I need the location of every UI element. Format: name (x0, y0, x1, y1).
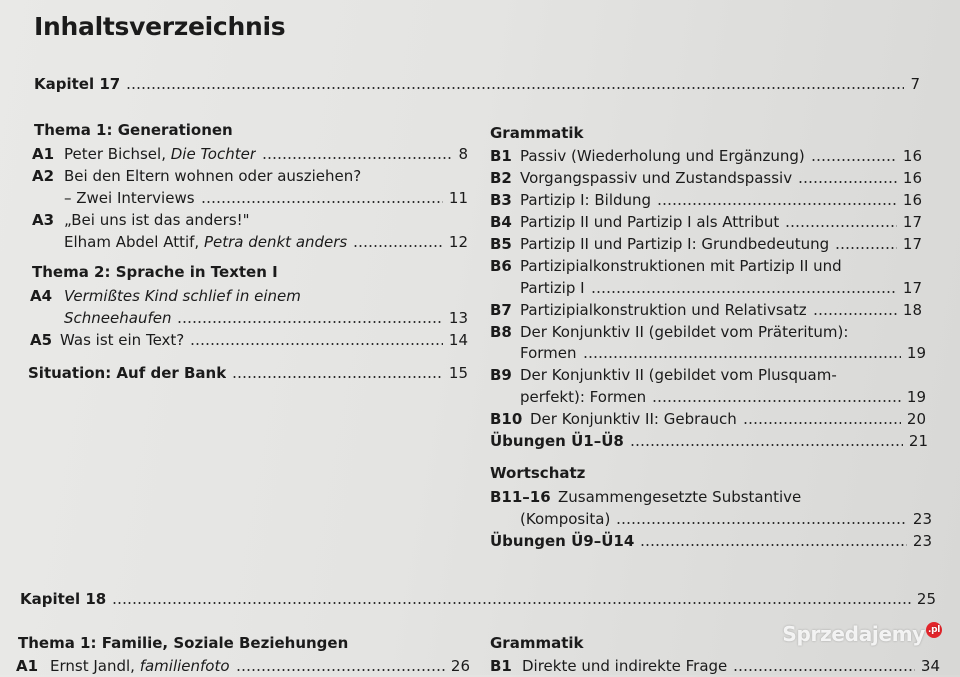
toc-entry-b8-cont (520, 342, 926, 364)
entry-number: B2 (490, 169, 512, 187)
entry-page: 23 (912, 510, 932, 528)
chapter-18-grammar-heading: Grammatik (490, 634, 584, 652)
toc-entry-b8 (490, 321, 922, 343)
leader-dots (616, 522, 907, 524)
entry-text: Partizip II und Partizip I als Attribut (520, 213, 780, 231)
toc-entry-b7 (490, 299, 922, 321)
entry-number: B4 (490, 213, 512, 231)
leader-dots (177, 321, 442, 323)
entry-text: Partizip I: Bildung (520, 191, 652, 209)
toc-entry-a4 (30, 285, 468, 307)
leader-dots (640, 544, 907, 546)
toc-entry-a2-cont (64, 187, 468, 209)
entry-number: B1 (490, 657, 512, 675)
chapter-18-entry-a1 (16, 655, 470, 677)
chapter-18-entry-b1 (490, 655, 940, 677)
entry-number: A2 (32, 167, 55, 185)
toc-entry-a4-cont (64, 307, 468, 329)
toc-entry-a3 (32, 209, 468, 231)
toc-entry-a2 (32, 165, 468, 187)
entry-page: 34 (920, 657, 940, 675)
entry-page: 20 (906, 410, 926, 428)
leader-dots (232, 376, 443, 378)
entry-text: Partizipialkonstruktionen mit Partizip II und (520, 257, 842, 275)
entry-number: A4 (30, 287, 53, 305)
leader-dots (657, 203, 897, 205)
entry-text: perfekt): Formen (520, 388, 647, 406)
leader-dots (733, 669, 915, 671)
entry-page: 16 (902, 191, 922, 209)
entry-page: 21 (908, 432, 928, 450)
leader-dots (652, 400, 901, 402)
chapter-17-page: 7 (910, 75, 920, 93)
entry-text: Elham Abdel Attif, Petra denkt anders (64, 233, 348, 251)
chapter-18-label: Kapitel 18 (20, 590, 107, 608)
vocabulary-heading: Wortschatz (490, 464, 586, 482)
entry-text: Partizip I (520, 279, 585, 297)
entry-number: B1 (490, 147, 512, 165)
entry-text: Vorgangspassiv und Zustandspassiv (520, 169, 793, 187)
toc-entry-b10 (490, 408, 926, 430)
leader-dots (813, 313, 897, 315)
entry-text: – Zwei Interviews (64, 189, 195, 207)
entry-page: 15 (448, 364, 468, 382)
toc-entry-b6 (490, 255, 922, 277)
toc-entry-b9-cont (520, 386, 926, 408)
toc-entry-a1 (32, 143, 468, 165)
leader-dots (201, 201, 443, 203)
chapter-18-heading (20, 588, 936, 610)
toc-entry-b9 (490, 364, 926, 386)
chapter-17-heading (34, 73, 920, 95)
toc-entry-b11-cont (520, 508, 932, 530)
watermark-dot-icon: .pl (926, 622, 942, 638)
entry-text: Zusammengesetzte Substantive (558, 488, 802, 506)
entry-page: 17 (902, 279, 922, 297)
entry-text: Partizipialkonstruktion und Relativsatz (520, 301, 807, 319)
entry-number: B11–16 (490, 488, 551, 506)
entry-text: „Bei uns ist das anders!" (64, 211, 250, 229)
entry-page: 17 (902, 235, 922, 253)
leader-dots (126, 87, 904, 89)
entry-page: 16 (902, 169, 922, 187)
entry-text: Direkte und indirekte Frage (522, 657, 728, 675)
leader-dots (798, 181, 897, 183)
entry-page: 17 (902, 213, 922, 231)
entry-text: Der Konjunktiv II (gebildet vom Präteritum): (520, 323, 849, 341)
entry-text: Formen (520, 344, 577, 362)
toc-entry-b3 (490, 189, 922, 211)
entry-page: 23 (912, 532, 932, 550)
entry-page: 8 (458, 145, 468, 163)
leader-dots (591, 291, 897, 293)
leader-dots (190, 343, 443, 345)
leader-dots (785, 225, 897, 227)
entry-number: A5 (30, 331, 53, 349)
toc-entry-b5 (490, 233, 922, 255)
entry-number: B5 (490, 235, 512, 253)
toc-entry-b4 (490, 211, 922, 233)
entry-text: (Komposita) (520, 510, 611, 528)
entry-number: A3 (32, 211, 55, 229)
entry-number: B8 (490, 323, 512, 341)
entry-page: 16 (902, 147, 922, 165)
entry-text: Was ist ein Text? (60, 331, 185, 349)
leader-dots (583, 356, 901, 358)
toc-entry-a3-cont (64, 231, 468, 253)
entry-text: Bei den Eltern wohnen oder ausziehen? (64, 167, 362, 185)
entry-number: B10 (490, 410, 523, 428)
entry-number: B9 (490, 366, 512, 384)
entry-page: 12 (448, 233, 468, 251)
toc-entry-a5 (30, 329, 468, 351)
entry-text: Der Konjunktiv II (gebildet vom Plusquam- (520, 366, 837, 384)
entry-page: 13 (448, 309, 468, 327)
entry-text: Vermißtes Kind schlief in einem (64, 287, 301, 305)
entry-text: Peter Bichsel, Die Tochter (64, 145, 256, 163)
theme-2-heading: Thema 2: Sprache in Texten I (32, 263, 278, 281)
leader-dots (811, 159, 897, 161)
toc-entry-b2 (490, 167, 922, 189)
entry-page: 19 (906, 388, 926, 406)
toc-entry-b11 (490, 486, 932, 508)
entry-text: Der Konjunktiv II: Gebrauch (530, 410, 737, 428)
entry-text: Passiv (Wiederholung und Ergänzung) (520, 147, 805, 165)
chapter-18-page: 25 (916, 590, 936, 608)
page-title: Inhaltsverzeichnis (34, 12, 286, 41)
entry-text: Situation: Auf der Bank (28, 364, 227, 382)
leader-dots (262, 157, 452, 159)
toc-entry-uebungen-1 (490, 430, 928, 452)
watermark-logo: Sprzedajemy .pl (782, 622, 941, 646)
entry-number: A1 (32, 145, 55, 163)
leader-dots (236, 669, 445, 671)
leader-dots (112, 602, 911, 604)
entry-page: 14 (448, 331, 468, 349)
entry-text: Übungen Ü9–Ü14 (490, 532, 635, 550)
entry-page: 11 (448, 189, 468, 207)
entry-text: Übungen Ü1–Ü8 (490, 432, 624, 450)
chapter-18-theme-1-heading: Thema 1: Familie, Soziale Beziehungen (18, 634, 349, 652)
entry-number: B6 (490, 257, 512, 275)
grammar-heading: Grammatik (490, 124, 584, 142)
leader-dots (353, 245, 443, 247)
theme-1-heading: Thema 1: Generationen (34, 121, 233, 139)
entry-page: 26 (450, 657, 470, 675)
toc-entry-b1 (490, 145, 922, 167)
entry-number: B7 (490, 301, 512, 319)
toc-entry-b6-cont (520, 277, 922, 299)
entry-page: 18 (902, 301, 922, 319)
toc-entry-uebungen-2 (490, 530, 932, 552)
entry-number: A1 (16, 657, 39, 675)
leader-dots (630, 444, 903, 446)
entry-text: Partizip II und Partizip I: Grundbedeutung (520, 235, 830, 253)
chapter-17-label: Kapitel 17 (34, 75, 121, 93)
toc-entry-situation (28, 362, 468, 384)
entry-page: 19 (906, 344, 926, 362)
leader-dots (743, 422, 901, 424)
entry-number: B3 (490, 191, 512, 209)
leader-dots (835, 247, 897, 249)
entry-text: Ernst Jandl, familienfoto (50, 657, 230, 675)
entry-text: Schneehaufen (64, 309, 172, 327)
